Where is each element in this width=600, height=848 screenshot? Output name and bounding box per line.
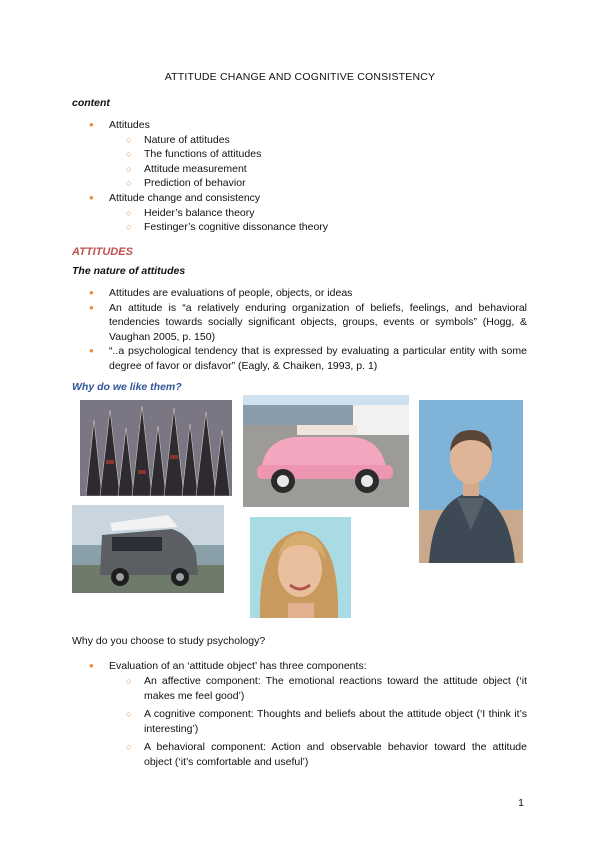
pink-car-illustration xyxy=(243,395,409,507)
toc-subitem: ○ Attitude measurement xyxy=(72,162,532,177)
components-sublist xyxy=(72,674,527,770)
list-item: ○ A behavioral component: Action and observable behavior toward the attitude object (‘it’s comfortable and useful’) xyxy=(72,740,527,769)
content-heading: content xyxy=(72,97,110,109)
toc-item-change: ● Attitude change and consistency xyxy=(72,191,532,206)
eiffel-towers-photo xyxy=(80,400,232,496)
toc-subitem: ○ Nature of attitudes xyxy=(72,133,532,148)
toc-subitem: ○ Heider’s balance theory xyxy=(72,206,532,221)
document-title: ATTITUDE CHANGE AND COGNITIVE CONSISTENCY xyxy=(164,71,436,83)
components-list xyxy=(72,659,527,674)
camper-van-photo xyxy=(72,505,224,593)
list-item: ○ An affective component: The emotional reactions toward the attitude object (‘it makes me feel good’) xyxy=(72,674,527,703)
page-number: 1 xyxy=(518,797,524,809)
table-of-contents xyxy=(72,118,532,235)
camper-van-illustration xyxy=(72,505,224,593)
toc-subitem: ○ The functions of attitudes xyxy=(72,147,532,162)
toc-subitem: ○ Prediction of behavior xyxy=(72,176,532,191)
toc-item-attitudes: ● Attitudes xyxy=(72,118,532,133)
list-item: ● “..a psychological tendency that is expressed by evaluating a particular entity with some degree of favor or disfavor” (Eagly, & Chaiken, 1993, p. 1) xyxy=(72,344,527,373)
list-item: ○ A cognitive component: Thoughts and beliefs about the attitude object (‘I think it’s interesting’) xyxy=(72,707,527,736)
man-portrait-illustration xyxy=(419,400,523,563)
section-heading: ATTITUDES xyxy=(72,246,133,258)
toc-subitem: ○ Festinger’s cognitive dissonance theory xyxy=(72,220,532,235)
question-text: Why do you choose to study psychology? xyxy=(72,635,266,647)
eiffel-towers-illustration xyxy=(80,400,232,496)
woman-portrait-photo xyxy=(250,517,351,618)
pink-car-photo xyxy=(243,395,409,507)
list-item: ● Attitudes are evaluations of people, objects, or ideas xyxy=(72,286,527,301)
subsection-heading: The nature of attitudes xyxy=(72,265,186,277)
why-heading: Why do we like them? xyxy=(72,381,182,393)
woman-portrait-illustration xyxy=(250,517,351,618)
nature-list xyxy=(72,286,527,374)
list-item: ● Evaluation of an ‘attitude object’ has three components: xyxy=(72,659,527,674)
list-item: ● An attitude is “a relatively enduring organization of beliefs, feelings, and behavioral tendencies towards socially significant objects, groups, events or symbols” (Hogg, & Vaughan 2005, p. 150) xyxy=(72,301,527,345)
man-portrait-photo xyxy=(419,400,523,563)
